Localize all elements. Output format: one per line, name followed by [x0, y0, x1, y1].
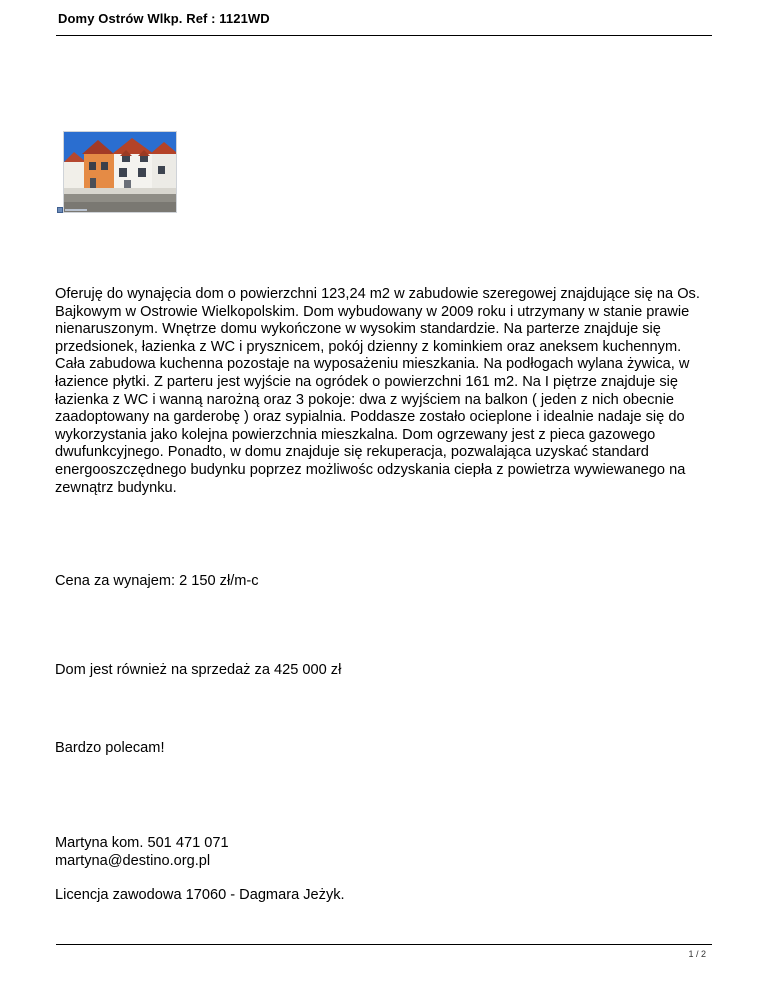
description-paragraph: Oferuję do wynajęcia dom o powierzchni 123,24 m2 w zabudowie szeregowej znajdujące się na Os. Bajkowym w Ostrowie Wielkopolskim. Dom wybudowany w 2009 roku i utrzymany w stanie prawie nienaruszonym. Wnętrze domu wykończone w wysokim standardzie. Na parterze znajduje się przedsionek, łazienka z WC i prysznicem, pokój dzienny z kominkiem oraz aneksem kuchennym. Cała zabudowa kuchenna pozostaje na wyposażeniu mieszkania. Na podłogach wylana żywica, w łazience płytki. Z parteru jest wyjście na ogródek o powierzchni 161 m2. Na I piętrze znajduje się łazienka z WC i wanną narożną oraz 3 pokoje: dwa z wyjściem na balkon ( jeden z nich obecnie zaadoptowany na garderobę ) oraz sypialnia. Poddasze zostało ocieplone i idealnie nadaje się do wykorzystania jako kolejna powierzchnia mieszkalna. Dom ogrzewany jest z pieca gazowego dwufunkcyjnego. Ponadto, w domu znajduje się rekuperacja, pozwalająca uzyskać standard energooszczędnego budynku poprzez możliwośc odzyskania ciepła z powietrza wywiewanego na zewnątrz budynku.	[55, 286, 700, 496]
photo-caption-icon	[57, 206, 89, 213]
page-number: 1 / 2	[688, 949, 706, 959]
house-photo[interactable]	[63, 131, 177, 213]
image-icon	[57, 207, 63, 213]
contact-phone: Martyna kom. 501 471 071	[55, 835, 229, 851]
recommendation: Bardzo polecam!	[55, 740, 165, 756]
contact-email[interactable]: martyna@destino.org.pl	[55, 853, 211, 869]
sale-price: Dom jest również na sprzedaż za 425 000 zł	[55, 662, 342, 678]
rental-price: Cena za wynajem: 2 150 zł/m-c	[55, 573, 259, 589]
listing-description	[55, 286, 715, 497]
license-info: Licencja zawodowa 17060 - Dagmara Jeżyk.	[55, 887, 345, 903]
header-divider	[56, 35, 712, 36]
footer-divider	[56, 944, 712, 945]
header-title: Domy Ostrów Wlkp. Ref : 1121WD	[58, 11, 270, 26]
caption-placeholder	[65, 209, 87, 211]
contact-block	[55, 834, 229, 870]
